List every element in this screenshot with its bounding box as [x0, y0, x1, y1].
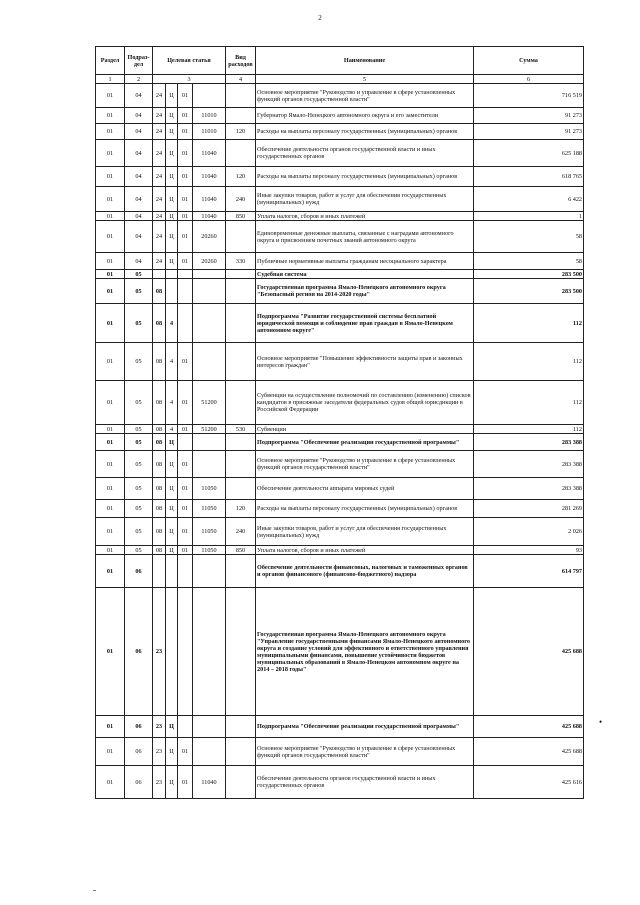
cell-sum: 112 [474, 381, 584, 425]
cell-podrazdel: 05 [125, 270, 153, 279]
header-podrazdel: Подраз- дел [125, 47, 153, 75]
cell-name: Основное мероприятие "Руководство и управление в сфере установленных функций органов государственной власти" [256, 451, 474, 478]
cell-direction: 11040 [193, 766, 226, 799]
cell-podrazdel: 05 [125, 279, 153, 304]
cell-event: 01 [178, 221, 193, 253]
cell-subprogram: Ц [166, 518, 178, 546]
cell-name: Расходы на выплаты персоналу государственных (муниципальных) органов [256, 500, 474, 518]
cell-name: Подпрограмма "Развитие государственной системы бесплатной юридической помощи и соблюдение прав граждан в Ямало-Ненецком автономном округе" [256, 304, 474, 343]
cell-razdel: 01 [96, 766, 125, 799]
cell-sum: 283 500 [474, 279, 584, 304]
cell-name: Государственная программа Ямало-Ненецкого автономного округа "Безопасный регион на 2014-2020 годы" [256, 279, 474, 304]
cell-podrazdel: 06 [125, 716, 153, 738]
table-body [96, 84, 584, 799]
cell-sum: 112 [474, 343, 584, 381]
cell-sum: 112 [474, 304, 584, 343]
cell-program: 08 [153, 478, 166, 500]
cell-sum: 283 388 [474, 451, 584, 478]
cell-direction: 11040 [193, 167, 226, 187]
cell-program: 23 [153, 738, 166, 766]
cell-event: 01 [178, 425, 193, 434]
cell-name: Субвенции [256, 425, 474, 434]
cell-sum: 283 388 [474, 478, 584, 500]
cell-sum: 2 026 [474, 518, 584, 546]
cell-podrazdel: 04 [125, 108, 153, 124]
cell-razdel: 01 [96, 478, 125, 500]
header-razdel: Раздел [96, 47, 125, 75]
cell-razdel: 01 [96, 187, 125, 212]
cell-name: Судебная система [256, 270, 474, 279]
cell-podrazdel: 05 [125, 451, 153, 478]
cell-event: 01 [178, 500, 193, 518]
cell-direction [193, 434, 226, 451]
cell-razdel: 01 [96, 518, 125, 546]
cell-podrazdel: 04 [125, 187, 153, 212]
column-index: 5 [256, 75, 474, 84]
cell-razdel: 01 [96, 108, 125, 124]
table-row [96, 140, 584, 167]
cell-expense-kind [226, 343, 256, 381]
cell-expense-kind: 120 [226, 167, 256, 187]
cell-program: 23 [153, 588, 166, 716]
cell-name: Уплата налогов, сборов и иных платежей [256, 546, 474, 555]
table-row [96, 478, 584, 500]
cell-name: Обеспечение деятельности органов государственной власти и иных государственных органов [256, 140, 474, 167]
cell-direction [193, 279, 226, 304]
cell-subprogram: Ц [166, 167, 178, 187]
cell-program: 08 [153, 279, 166, 304]
header-name: Наименование [256, 47, 474, 75]
cell-sum: 58 [474, 221, 584, 253]
header-sum: Сумма [474, 47, 584, 75]
cell-subprogram: Ц [166, 221, 178, 253]
cell-program: 24 [153, 167, 166, 187]
cell-subprogram: Ц [166, 434, 178, 451]
scan-mark [93, 890, 96, 891]
table-row [96, 518, 584, 546]
cell-program: 23 [153, 766, 166, 799]
cell-subprogram: Ц [166, 253, 178, 270]
cell-podrazdel: 06 [125, 555, 153, 588]
cell-program: 08 [153, 451, 166, 478]
cell-expense-kind: 850 [226, 212, 256, 221]
cell-expense-kind: 850 [226, 546, 256, 555]
cell-podrazdel: 04 [125, 167, 153, 187]
cell-podrazdel: 05 [125, 304, 153, 343]
cell-program: 08 [153, 518, 166, 546]
cell-razdel: 01 [96, 140, 125, 167]
cell-program: 08 [153, 500, 166, 518]
cell-name: Иные закупки товаров, работ и услуг для обеспечения государственных (муниципальных) нужд [256, 187, 474, 212]
cell-direction: 11050 [193, 478, 226, 500]
table-row [96, 187, 584, 212]
table-row [96, 108, 584, 124]
cell-subprogram: Ц [166, 500, 178, 518]
cell-sum: 625 188 [474, 140, 584, 167]
table-row [96, 212, 584, 221]
cell-expense-kind [226, 738, 256, 766]
cell-razdel: 01 [96, 500, 125, 518]
cell-subprogram [166, 270, 178, 279]
table-row [96, 124, 584, 140]
cell-razdel: 01 [96, 279, 125, 304]
cell-sum: 425 688 [474, 716, 584, 738]
cell-subprogram: Ц [166, 716, 178, 738]
cell-event: 01 [178, 478, 193, 500]
cell-direction [193, 451, 226, 478]
cell-podrazdel: 05 [125, 478, 153, 500]
cell-subprogram: Ц [166, 738, 178, 766]
cell-expense-kind: 240 [226, 187, 256, 212]
cell-razdel: 01 [96, 738, 125, 766]
cell-expense-kind [226, 478, 256, 500]
cell-sum: 93 [474, 546, 584, 555]
table-row [96, 588, 584, 716]
cell-sum: 283 388 [474, 434, 584, 451]
cell-event: 01 [178, 167, 193, 187]
cell-expense-kind [226, 716, 256, 738]
table-row [96, 343, 584, 381]
cell-expense-kind [226, 766, 256, 799]
cell-subprogram: Ц [166, 124, 178, 140]
cell-subprogram [166, 588, 178, 716]
cell-razdel: 01 [96, 343, 125, 381]
column-index: 3 [153, 75, 226, 84]
cell-sum: 91 273 [474, 108, 584, 124]
cell-event: 01 [178, 212, 193, 221]
cell-name: Обеспечение деятельности органов государственной власти и иных государственных органов [256, 766, 474, 799]
cell-razdel: 01 [96, 716, 125, 738]
table-row [96, 766, 584, 799]
cell-direction: 11010 [193, 108, 226, 124]
cell-subprogram: Ц [166, 212, 178, 221]
cell-subprogram: Ц [166, 108, 178, 124]
cell-razdel: 01 [96, 212, 125, 221]
cell-event: 01 [178, 124, 193, 140]
cell-sum: 425 688 [474, 738, 584, 766]
page-number: 2 [318, 14, 322, 22]
cell-expense-kind [226, 588, 256, 716]
cell-sum: 58 [474, 253, 584, 270]
cell-event: 01 [178, 738, 193, 766]
cell-subprogram: Ц [166, 451, 178, 478]
cell-subprogram: Ц [166, 140, 178, 167]
cell-expense-kind [226, 221, 256, 253]
cell-program: 24 [153, 84, 166, 108]
cell-direction [193, 84, 226, 108]
cell-expense-kind [226, 108, 256, 124]
cell-event [178, 279, 193, 304]
table-row [96, 425, 584, 434]
cell-name: Публичные нормативные выплаты гражданам несоциального характера [256, 253, 474, 270]
cell-program: 23 [153, 716, 166, 738]
cell-sum: 91 273 [474, 124, 584, 140]
cell-podrazdel: 05 [125, 518, 153, 546]
cell-podrazdel: 06 [125, 588, 153, 716]
cell-razdel: 01 [96, 434, 125, 451]
cell-direction: 51200 [193, 381, 226, 425]
cell-event [178, 270, 193, 279]
cell-event: 01 [178, 253, 193, 270]
cell-event: 01 [178, 546, 193, 555]
cell-razdel: 01 [96, 555, 125, 588]
cell-program: 08 [153, 343, 166, 381]
cell-razdel: 01 [96, 425, 125, 434]
cell-event: 01 [178, 766, 193, 799]
cell-sum: 614 797 [474, 555, 584, 588]
cell-name: Обеспечение деятельности аппарата мировых судей [256, 478, 474, 500]
cell-name: Государственная программа Ямало-Ненецкого автономного округа "Управление государственными финансами Ямало-Ненецкого автономного округа и создание условий для эффективного и ответственного управления муниципальными финансами, повышение устойчивости бюджетов муниципальных образований в Ямало-Ненецком автономном округе на 2014 – 2018 годы" [256, 588, 474, 716]
cell-subprogram [166, 279, 178, 304]
header-vid: Вид расходов [226, 47, 256, 75]
cell-program [153, 270, 166, 279]
cell-direction: 11040 [193, 212, 226, 221]
margin-mark: • [599, 717, 603, 727]
cell-expense-kind [226, 555, 256, 588]
cell-expense-kind: 330 [226, 253, 256, 270]
cell-name: Единовременные денежные выплаты, связанные с наградами автономного округа и присвоением почетных званий автономного округа [256, 221, 474, 253]
cell-program: 08 [153, 434, 166, 451]
cell-subprogram: 4 [166, 304, 178, 343]
cell-podrazdel: 05 [125, 343, 153, 381]
table-row [96, 716, 584, 738]
cell-expense-kind [226, 304, 256, 343]
column-index: 1 [96, 75, 125, 84]
cell-direction [193, 304, 226, 343]
header-target: Целевая статья [153, 47, 226, 75]
cell-razdel: 01 [96, 167, 125, 187]
budget-table [95, 46, 584, 799]
cell-program: 08 [153, 304, 166, 343]
cell-expense-kind [226, 84, 256, 108]
cell-subprogram: Ц [166, 478, 178, 500]
table-row [96, 546, 584, 555]
column-index: 4 [226, 75, 256, 84]
cell-program [153, 555, 166, 588]
cell-podrazdel: 05 [125, 546, 153, 555]
cell-name: Основное мероприятие "Повышение эффективности защиты прав и законных интересов граждан" [256, 343, 474, 381]
cell-expense-kind: 120 [226, 500, 256, 518]
column-index-row [96, 75, 584, 84]
cell-sum: 618 765 [474, 167, 584, 187]
cell-name: Субвенции на осуществление полномочий по составлению (изменению) списков кандидатов в присяжные заседатели федеральных судов общей юрисдикции в Российской Федерации [256, 381, 474, 425]
cell-podrazdel: 06 [125, 738, 153, 766]
cell-event: 01 [178, 187, 193, 212]
cell-direction [193, 716, 226, 738]
cell-event [178, 588, 193, 716]
cell-direction [193, 270, 226, 279]
cell-podrazdel: 04 [125, 221, 153, 253]
cell-podrazdel: 05 [125, 381, 153, 425]
cell-sum: 425 616 [474, 766, 584, 799]
cell-expense-kind [226, 279, 256, 304]
cell-subprogram: Ц [166, 766, 178, 799]
cell-event: 01 [178, 381, 193, 425]
cell-program: 24 [153, 140, 166, 167]
cell-event: 01 [178, 343, 193, 381]
cell-program: 24 [153, 221, 166, 253]
cell-program: 24 [153, 124, 166, 140]
cell-sum: 425 688 [474, 588, 584, 716]
cell-direction: 11040 [193, 140, 226, 167]
cell-event [178, 304, 193, 343]
cell-program: 24 [153, 108, 166, 124]
table-row [96, 253, 584, 270]
cell-name: Уплата налогов, сборов и иных платежей [256, 212, 474, 221]
cell-direction: 20260 [193, 221, 226, 253]
cell-subprogram: Ц [166, 546, 178, 555]
table-row [96, 500, 584, 518]
cell-name: Подпрограмма "Обеспечение реализации государственной программы" [256, 434, 474, 451]
cell-expense-kind: 240 [226, 518, 256, 546]
cell-direction: 11010 [193, 124, 226, 140]
cell-event: 01 [178, 140, 193, 167]
cell-event: 01 [178, 108, 193, 124]
cell-razdel: 01 [96, 451, 125, 478]
cell-razdel: 01 [96, 304, 125, 343]
cell-direction [193, 555, 226, 588]
cell-subprogram: 4 [166, 425, 178, 434]
table-row [96, 304, 584, 343]
cell-podrazdel: 04 [125, 253, 153, 270]
table-row [96, 738, 584, 766]
table-header-row [96, 47, 584, 75]
table-row [96, 555, 584, 588]
cell-program: 24 [153, 253, 166, 270]
cell-razdel: 01 [96, 546, 125, 555]
cell-expense-kind [226, 451, 256, 478]
cell-program: 24 [153, 212, 166, 221]
cell-expense-kind [226, 434, 256, 451]
cell-podrazdel: 04 [125, 140, 153, 167]
cell-razdel: 01 [96, 221, 125, 253]
cell-razdel: 01 [96, 124, 125, 140]
cell-subprogram: Ц [166, 84, 178, 108]
table-row [96, 221, 584, 253]
table-row [96, 84, 584, 108]
cell-program: 08 [153, 381, 166, 425]
cell-podrazdel: 04 [125, 84, 153, 108]
cell-name: Обеспечение деятельности финансовых, налоговых и таможенных органов и органов финансового (финансово-бюджетного) надзора [256, 555, 474, 588]
cell-expense-kind: 120 [226, 124, 256, 140]
cell-razdel: 01 [96, 253, 125, 270]
cell-expense-kind [226, 270, 256, 279]
cell-event: 01 [178, 518, 193, 546]
cell-subprogram: 4 [166, 381, 178, 425]
cell-podrazdel: 05 [125, 425, 153, 434]
cell-program: 08 [153, 546, 166, 555]
cell-program: 24 [153, 187, 166, 212]
cell-program: 08 [153, 425, 166, 434]
table-row [96, 451, 584, 478]
cell-sum: 6 422 [474, 187, 584, 212]
column-index: 2 [125, 75, 153, 84]
cell-subprogram: 4 [166, 343, 178, 381]
cell-direction: 11040 [193, 187, 226, 212]
cell-sum: 283 500 [474, 270, 584, 279]
cell-razdel: 01 [96, 270, 125, 279]
cell-sum: 112 [474, 425, 584, 434]
cell-event [178, 716, 193, 738]
cell-podrazdel: 05 [125, 500, 153, 518]
cell-subprogram: Ц [166, 187, 178, 212]
cell-name: Расходы на выплаты персоналу государственных (муниципальных) органов [256, 124, 474, 140]
cell-direction: 11050 [193, 518, 226, 546]
cell-direction [193, 588, 226, 716]
cell-expense-kind: 530 [226, 425, 256, 434]
cell-event [178, 434, 193, 451]
cell-direction [193, 343, 226, 381]
cell-sum: 716 519 [474, 84, 584, 108]
cell-event: 01 [178, 84, 193, 108]
cell-direction [193, 738, 226, 766]
cell-sum: 1 [474, 212, 584, 221]
cell-sum: 281 269 [474, 500, 584, 518]
cell-razdel: 01 [96, 588, 125, 716]
cell-direction: 11050 [193, 500, 226, 518]
cell-podrazdel: 04 [125, 212, 153, 221]
cell-razdel: 01 [96, 84, 125, 108]
cell-direction: 51200 [193, 425, 226, 434]
cell-event: 01 [178, 451, 193, 478]
cell-name: Основное мероприятие "Руководство и управление в сфере установленных функций органов государственной власти" [256, 738, 474, 766]
table-row [96, 279, 584, 304]
cell-direction: 11050 [193, 546, 226, 555]
table-row [96, 434, 584, 451]
cell-name: Иные закупки товаров, работ и услуг для обеспечения государственных (муниципальных) нужд [256, 518, 474, 546]
cell-name: Расходы на выплаты персоналу государственных (муниципальных) органов [256, 167, 474, 187]
cell-name: Губернатор Ямало-Ненецкого автономного округа и его заместители [256, 108, 474, 124]
cell-podrazdel: 04 [125, 124, 153, 140]
cell-expense-kind [226, 381, 256, 425]
cell-razdel: 01 [96, 381, 125, 425]
cell-name: Основное мероприятие "Руководство и управление в сфере установленных функций органов государственной власти" [256, 84, 474, 108]
cell-expense-kind [226, 140, 256, 167]
table-row [96, 381, 584, 425]
cell-name: Подпрограмма "Обеспечение реализации государственной программы" [256, 716, 474, 738]
table-row [96, 167, 584, 187]
table-row [96, 270, 584, 279]
cell-event [178, 555, 193, 588]
column-index: 6 [474, 75, 584, 84]
cell-direction: 20260 [193, 253, 226, 270]
cell-podrazdel: 06 [125, 766, 153, 799]
cell-podrazdel: 05 [125, 434, 153, 451]
cell-subprogram [166, 555, 178, 588]
